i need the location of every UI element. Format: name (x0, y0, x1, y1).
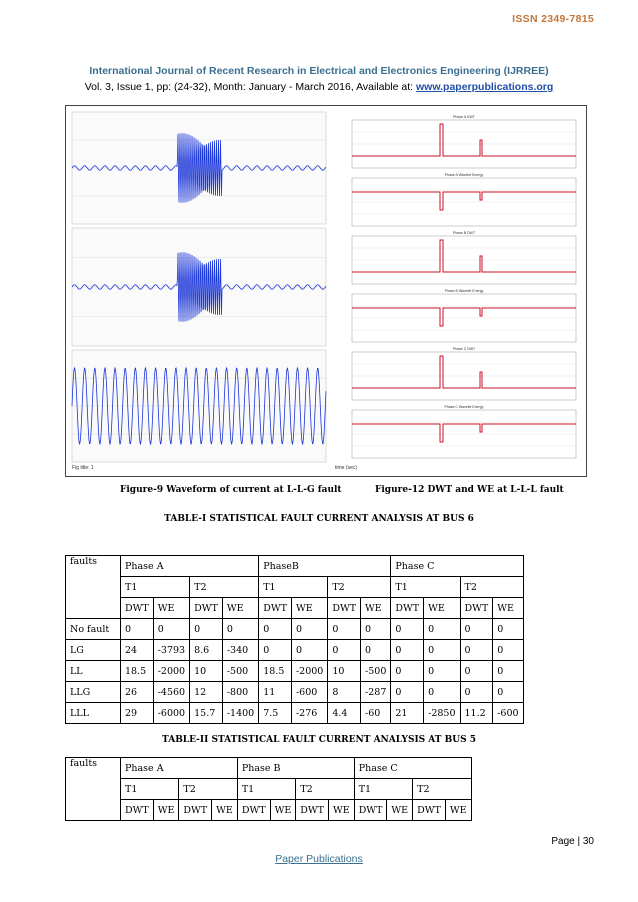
value-cell: 0 (391, 682, 424, 703)
figure-right-panel (332, 110, 582, 472)
subplot-title: Phase A Wavelet Energy (444, 173, 484, 177)
value-cell: 0 (460, 661, 493, 682)
time-header-cell: T2 (460, 577, 523, 598)
subplot-title: Phase C Wavelet Energy (444, 405, 484, 409)
time-header-cell: T2 (179, 779, 237, 800)
value-cell: -340 (222, 640, 258, 661)
value-cell: 26 (121, 682, 154, 703)
table-row (66, 703, 524, 724)
fault-type-cell: LG (66, 640, 121, 661)
time-header-cell: T2 (190, 577, 259, 598)
value-cell: -276 (291, 703, 327, 724)
value-cell: 0 (391, 619, 424, 640)
value-cell: 0 (190, 619, 223, 640)
value-cell: -800 (222, 682, 258, 703)
time-header-cell: T2 (296, 779, 354, 800)
value-cell: -500 (361, 661, 391, 682)
fault-type-cell: No fault (66, 619, 121, 640)
measure-header-cell: WE (387, 800, 413, 821)
measure-header-cell: WE (445, 800, 471, 821)
measure-header-cell: WE (493, 598, 523, 619)
website-link[interactable]: www.paperpublications.org (416, 81, 554, 93)
time-header-cell: T1 (121, 577, 190, 598)
value-cell: 0 (424, 640, 460, 661)
value-cell: 7.5 (259, 703, 292, 724)
phase-header-cell: Phase C (354, 758, 471, 779)
measure-header-cell: WE (153, 800, 179, 821)
fault-type-cell: LL (66, 661, 121, 682)
value-cell: -2000 (153, 661, 189, 682)
dwt-we-plot (332, 110, 582, 472)
table2-title: TABLE-II STATISTICAL FAULT CURRENT ANALYSIS AT BUS 5 (162, 735, 476, 745)
value-cell: -600 (493, 703, 523, 724)
value-cell: 0 (424, 682, 460, 703)
value-cell: 0 (493, 682, 523, 703)
table-header-row (66, 598, 524, 619)
table2 (65, 757, 472, 821)
table-row (66, 640, 524, 661)
left-panel-label: Fig title: 1 (72, 465, 94, 471)
time-header-cell: T1 (121, 779, 179, 800)
fault-type-cell: LLG (66, 682, 121, 703)
value-cell: 0 (328, 640, 361, 661)
measure-header-cell: DWT (460, 598, 493, 619)
table-corner-cell: faults (66, 758, 121, 821)
measure-header-cell: WE (153, 598, 189, 619)
value-cell: 11 (259, 682, 292, 703)
value-cell: 0 (391, 661, 424, 682)
value-cell: -2850 (424, 703, 460, 724)
value-cell: 0 (493, 661, 523, 682)
publisher-footer: Paper Publications (275, 853, 363, 865)
subplot-title: Phase C DWT (452, 347, 476, 351)
time-header-cell: T2 (413, 779, 471, 800)
subplot-title: Phase B DWT (452, 231, 476, 235)
value-cell: -2000 (291, 661, 327, 682)
value-cell: 0 (493, 619, 523, 640)
phase-header-cell: Phase B (237, 758, 354, 779)
value-cell: 24 (121, 640, 154, 661)
fault-type-cell: LLL (66, 703, 121, 724)
measure-header-cell: DWT (296, 800, 329, 821)
table-header-row (66, 577, 524, 598)
value-cell: -500 (222, 661, 258, 682)
measure-header-cell: DWT (259, 598, 292, 619)
value-cell: 0 (222, 619, 258, 640)
time-header-cell: T1 (237, 779, 295, 800)
value-cell: 0 (153, 619, 189, 640)
figure12-caption: Figure-12 DWT and WE at L-L-L fault (375, 485, 564, 495)
value-cell: -6000 (153, 703, 189, 724)
measure-header-cell: WE (222, 598, 258, 619)
value-cell: 18.5 (259, 661, 292, 682)
value-cell: 0 (291, 640, 327, 661)
measure-header-cell: WE (361, 598, 391, 619)
value-cell: -3793 (153, 640, 189, 661)
value-cell: 0 (391, 640, 424, 661)
value-cell: 0 (460, 619, 493, 640)
phase-header-cell: Phase C (391, 556, 523, 577)
volume-line (0, 81, 638, 93)
measure-header-cell: DWT (121, 800, 154, 821)
measure-header-cell: DWT (328, 598, 361, 619)
value-cell: 0 (361, 619, 391, 640)
time-header-cell: T2 (328, 577, 391, 598)
journal-title: International Journal of Recent Research in Electrical and Electronics Engineering (IJRREE) (89, 65, 549, 77)
value-cell: 0 (259, 640, 292, 661)
right-panel-label: time (sec) (335, 465, 357, 471)
value-cell: 0 (460, 682, 493, 703)
figure9-caption: Figure-9 Waveform of current at L-L-G fault (120, 485, 342, 495)
phase-header-cell: PhaseB (259, 556, 391, 577)
measure-header-cell: DWT (190, 598, 223, 619)
value-cell: 21 (391, 703, 424, 724)
time-header-cell: T1 (259, 577, 328, 598)
table-header-row (66, 556, 524, 577)
table-row (66, 661, 524, 682)
value-cell: 10 (328, 661, 361, 682)
phase-header-cell: Phase A (121, 758, 238, 779)
value-cell: 0 (259, 619, 292, 640)
measure-header-cell: WE (328, 800, 354, 821)
time-header-cell: T1 (391, 577, 460, 598)
value-cell: 8.6 (190, 640, 223, 661)
value-cell: 0 (493, 640, 523, 661)
value-cell: 10 (190, 661, 223, 682)
measure-header-cell: WE (291, 598, 327, 619)
value-cell: 0 (424, 619, 460, 640)
volume-text: Vol. 3, Issue 1, pp: (24-32), Month: January - March 2016, Available at: (84, 81, 417, 93)
value-cell: 0 (460, 640, 493, 661)
figure-left-panel (70, 110, 328, 472)
measure-header-cell: DWT (121, 598, 154, 619)
value-cell: 0 (328, 619, 361, 640)
measure-header-cell: DWT (391, 598, 424, 619)
value-cell: -4560 (153, 682, 189, 703)
value-cell: -1400 (222, 703, 258, 724)
value-cell: 15.7 (190, 703, 223, 724)
subplot-title: Phase A DWT (453, 115, 475, 119)
issn-label: ISSN 2349-7815 (512, 13, 594, 25)
value-cell: 0 (121, 619, 154, 640)
measure-header-cell: DWT (354, 800, 387, 821)
value-cell: -60 (361, 703, 391, 724)
measure-header-cell: DWT (179, 800, 212, 821)
table-header-row (66, 800, 472, 821)
table-header-row (66, 779, 472, 800)
measure-header-cell: DWT (413, 800, 446, 821)
value-cell: -287 (361, 682, 391, 703)
table-row (66, 682, 524, 703)
value-cell: 0 (424, 661, 460, 682)
table-corner-cell: faults (66, 556, 121, 619)
value-cell: 18.5 (121, 661, 154, 682)
time-header-cell: T1 (354, 779, 412, 800)
phase-header-cell: Phase A (121, 556, 259, 577)
measure-header-cell: DWT (237, 800, 270, 821)
subplot-title: Phase B Wavelet Energy (444, 289, 484, 293)
table1-title: TABLE-I STATISTICAL FAULT CURRENT ANALYSIS AT BUS 6 (164, 514, 474, 524)
measure-header-cell: WE (270, 800, 296, 821)
value-cell: 12 (190, 682, 223, 703)
value-cell: 29 (121, 703, 154, 724)
measure-header-cell: WE (424, 598, 460, 619)
value-cell: 0 (291, 619, 327, 640)
value-cell: 0 (361, 640, 391, 661)
page-number: Page | 30 (551, 836, 594, 847)
figure-image (65, 105, 587, 477)
current-waveform-plot (70, 110, 328, 472)
table1 (65, 555, 524, 724)
value-cell: 8 (328, 682, 361, 703)
value-cell: -600 (291, 682, 327, 703)
table-header-row (66, 758, 472, 779)
value-cell: 11.2 (460, 703, 493, 724)
table-row (66, 619, 524, 640)
value-cell: 4.4 (328, 703, 361, 724)
measure-header-cell: WE (212, 800, 238, 821)
